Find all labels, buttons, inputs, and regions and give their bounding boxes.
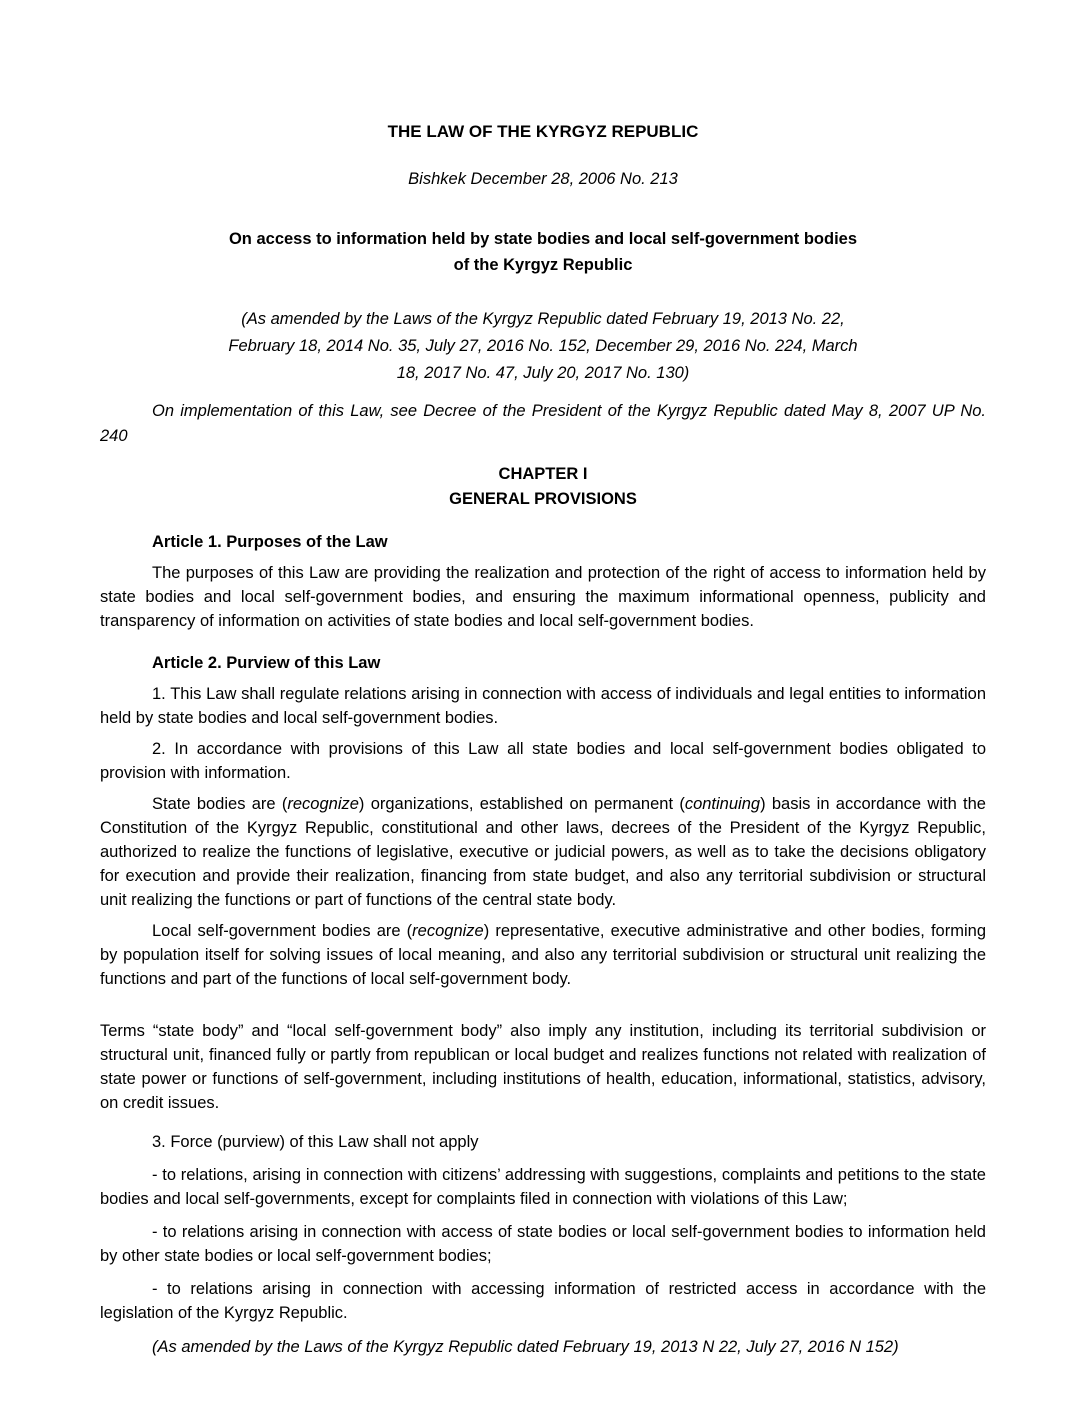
document-title: THE LAW OF THE KYRGYZ REPUBLIC bbox=[387, 122, 699, 141]
chapter-number: CHAPTER I bbox=[498, 465, 588, 483]
term-recognize: recognize bbox=[412, 922, 484, 940]
article-2-clause-3-item-3: - to relations arising in connection with accessing information of restricted access in accordance with the legislation of the Kyrgyz Republic. bbox=[100, 1280, 986, 1322]
text-segment: ) basis in accordance with the Constitution of the Kyrgyz Republic, constitutional and other laws, decrees of the President of the Kyrgyz Republic, authorized to realize the functions of legislative, executive or judicial powers, as well as to take the decisions obligatory for execution and provide their realization, financing from state budget, and also any territorial subdivision or structural unit realizing the functions or part of functions of the central state body. bbox=[100, 795, 986, 909]
amendments-line: 18, 2017 No. 47, July 20, 2017 No. 130) bbox=[396, 364, 690, 382]
article-1-paragraph: The purposes of this Law are providing the realization and protection of the right of access to information held by state bodies and local self-government bodies, and ensuring the maximum informational openness, publicity and transparency of information on activities of state bodies and local self-government bodies. bbox=[100, 564, 986, 630]
article-2-terms-paragraph: Terms “state body” and “local self-government body” also imply any institution, including its territorial subdivision or structural unit, financed fully or partly from republican or local budget and realizes functions not related with realization of state power or functions of self-government, including institutions of health, education, informational, statistics, advisory, on credit issues. bbox=[100, 1022, 986, 1112]
document-subject bbox=[100, 226, 986, 278]
article-2-heading: Article 2. Purview of this Law bbox=[152, 654, 381, 672]
article-2-clause-2: 2. In accordance with provisions of this Law all state bodies and local self-government bodies obligated to provision with information. bbox=[100, 740, 986, 782]
text-segment: State bodies are ( bbox=[152, 795, 288, 813]
subject-line: On access to information held by state bodies and local self-government bodies bbox=[228, 230, 858, 248]
article-2-state-bodies-definition bbox=[100, 792, 986, 912]
text-segment: Local self-government bodies are ( bbox=[152, 922, 413, 940]
term-recognize: recognize bbox=[287, 795, 359, 813]
article-2-amended-note: (As amended by the Laws of the Kyrgyz Republic dated February 19, 2013 N 22, July 27, 2016 N 152) bbox=[152, 1338, 899, 1356]
amendments-line: February 18, 2014 No. 35, July 27, 2016 No. 152, December 29, 2016 No. 224, March bbox=[228, 337, 858, 355]
subject-line: of the Kyrgyz Republic bbox=[453, 256, 633, 274]
text-segment: ) organizations, established on permanent ( bbox=[358, 795, 685, 813]
chapter-title: GENERAL PROVISIONS bbox=[449, 490, 637, 508]
text-segment: ) representative, executive administrative and other bodies, forming by population itself for solving issues of local meaning, and also any territorial subdivision or structural unit realizing the functions and part of the functions of local self-government body. bbox=[100, 922, 986, 988]
amendments-line: (As amended by the Laws of the Kyrgyz Republic dated February 19, 2013 No. 22, bbox=[241, 310, 845, 328]
article-2-clause-3-item-1: - to relations, arising in connection with citizens’ addressing with suggestions, complaints and petitions to the state bodies and local self-governments, except for complaints filed in connection with violations of this Law; bbox=[100, 1166, 986, 1208]
article-2-clause-1: 1. This Law shall regulate relations arising in connection with access of individuals and legal entities to information held by state bodies and local self-government bodies. bbox=[100, 685, 986, 727]
article-2-local-self-government-definition bbox=[100, 919, 986, 991]
document-dateline: Bishkek December 28, 2006 No. 213 bbox=[408, 170, 678, 188]
article-2-clause-3-item-2: - to relations arising in connection with access of state bodies or local self-government bodies to information held by other state bodies or local self-government bodies; bbox=[100, 1223, 986, 1265]
amendments-note bbox=[100, 306, 986, 387]
chapter-heading bbox=[100, 462, 986, 512]
article-2-clause-3: 3. Force (purview) of this Law shall not apply bbox=[152, 1133, 479, 1151]
term-continuing: continuing bbox=[684, 795, 761, 813]
implementation-note: On implementation of this Law, see Decree of the President of the Kyrgyz Republic dated May 8, 2007 UP No. 240 bbox=[100, 402, 986, 445]
article-1-heading: Article 1. Purposes of the Law bbox=[152, 533, 388, 551]
